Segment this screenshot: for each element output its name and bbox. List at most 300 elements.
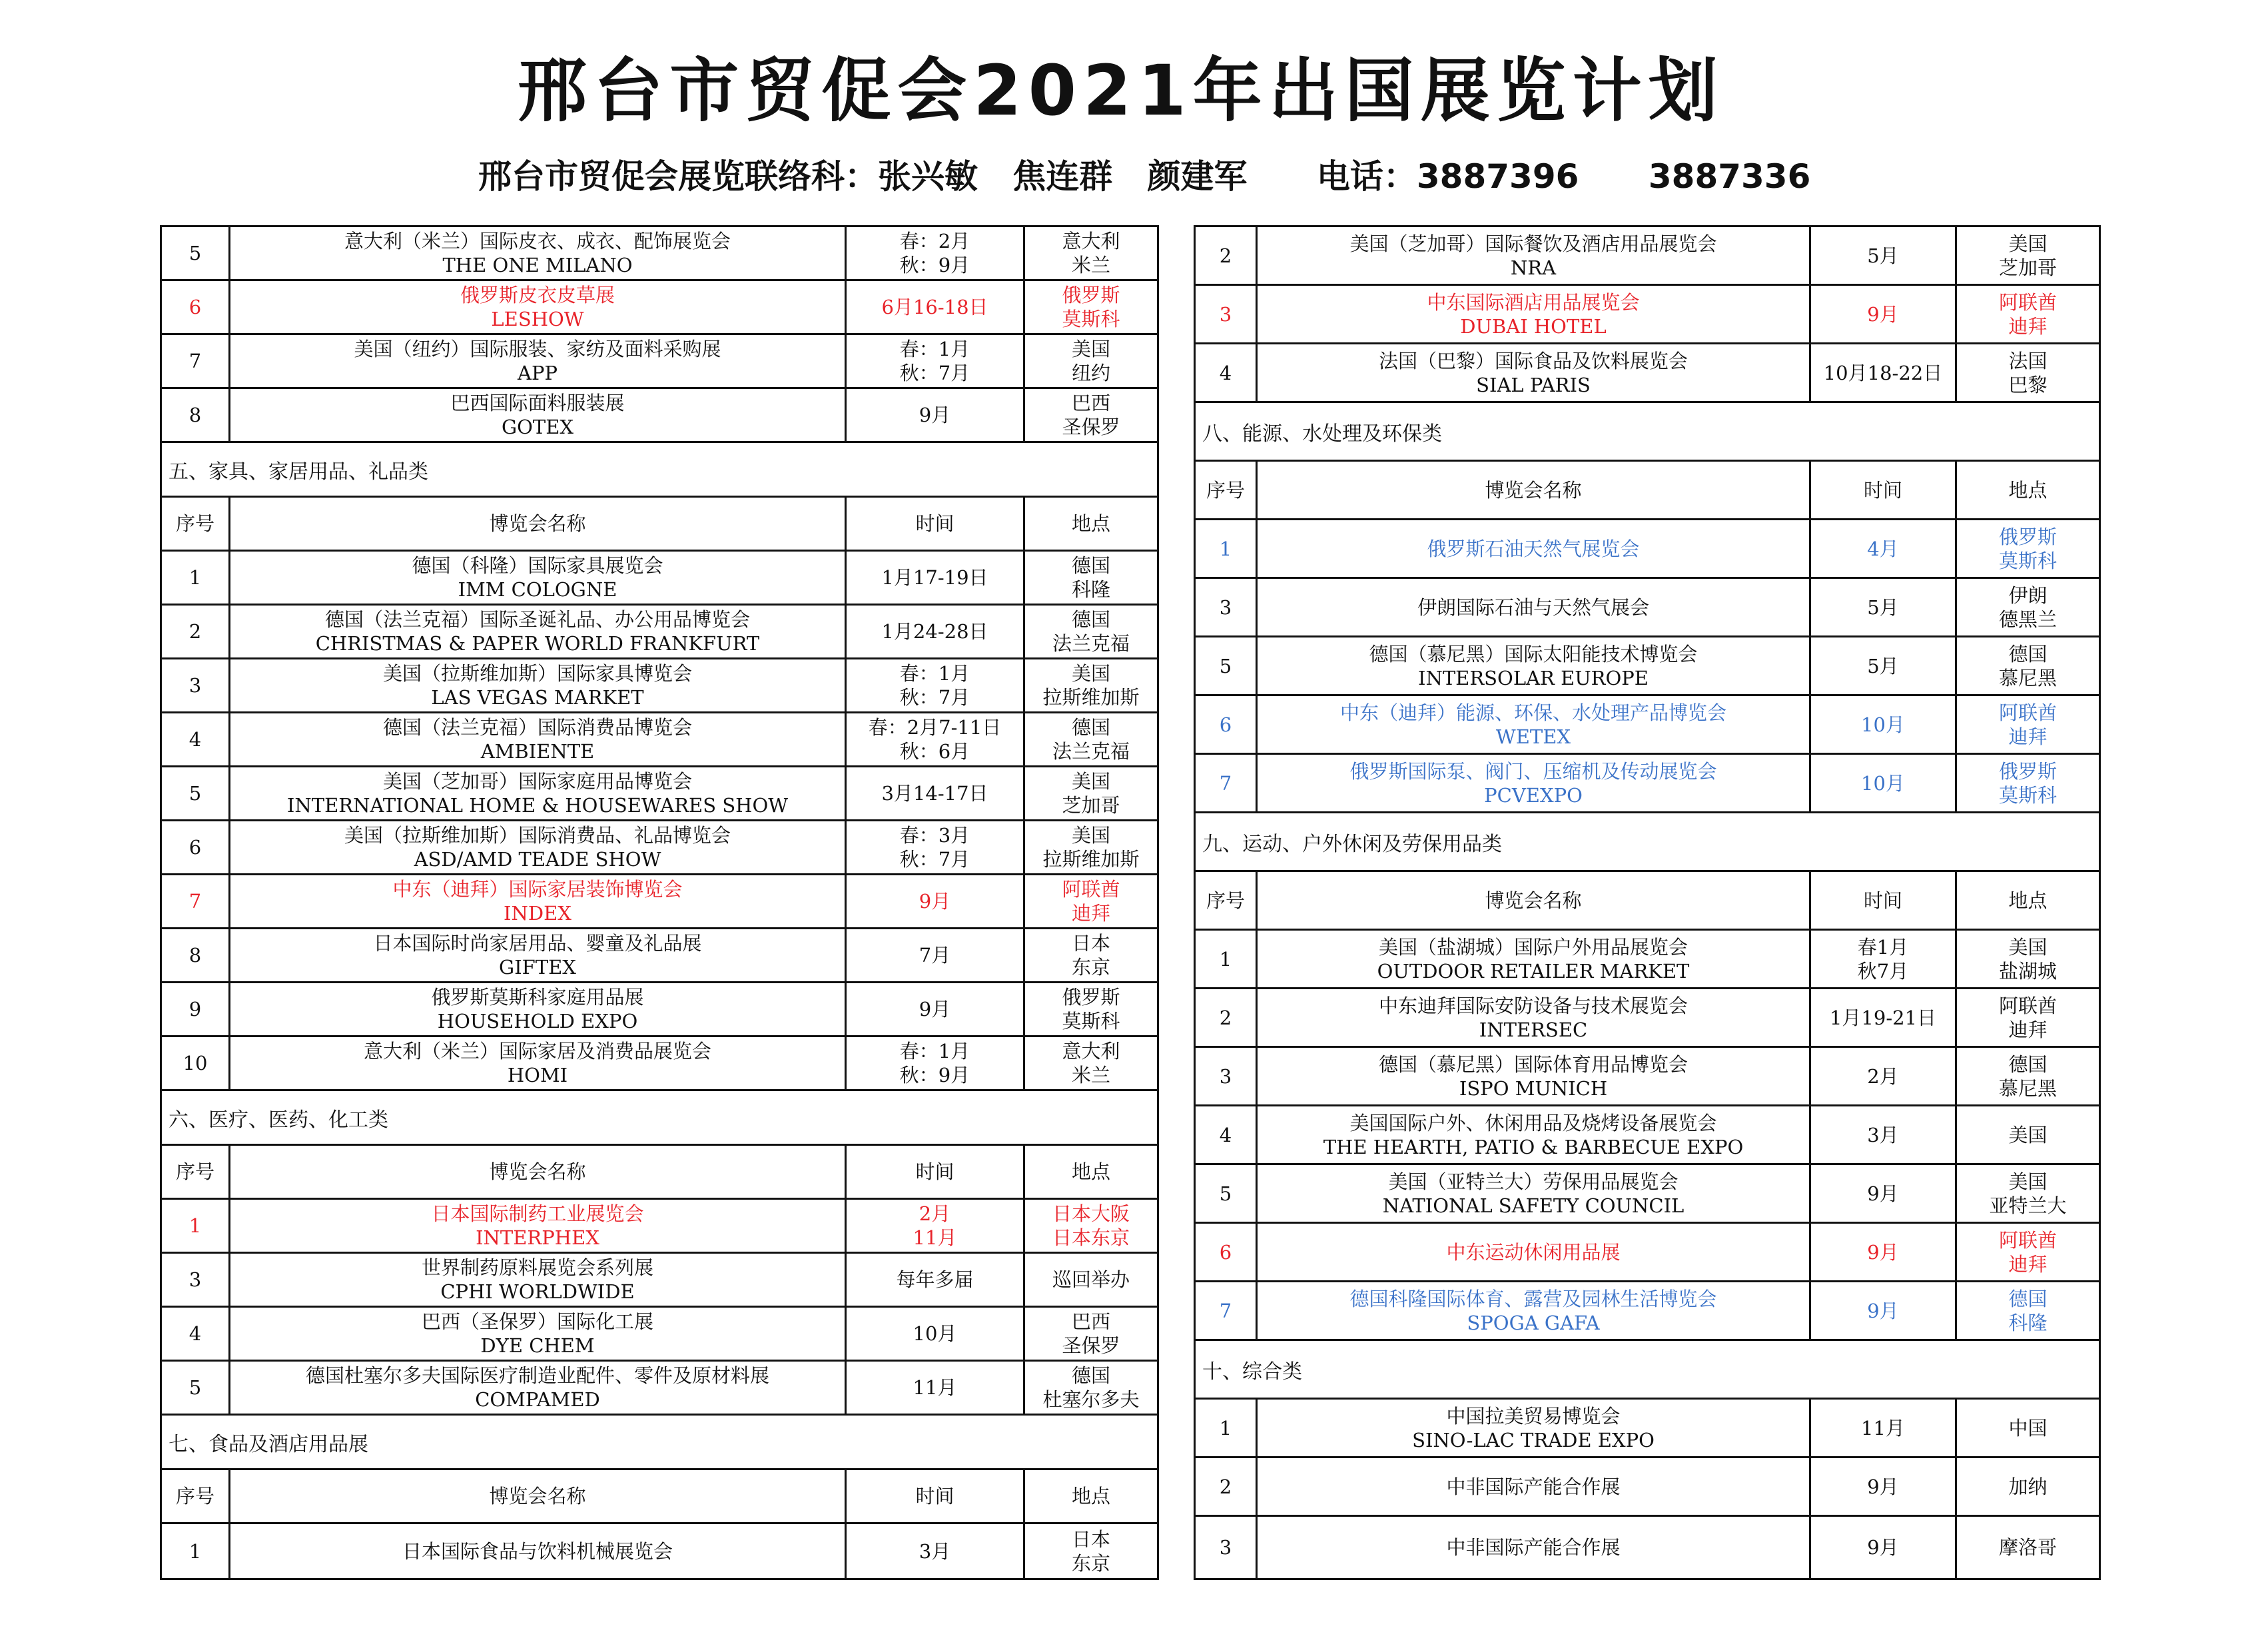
row-number: 3 xyxy=(188,1268,202,1291)
time-cell xyxy=(845,821,1023,873)
place-cell xyxy=(1955,579,2099,635)
expo-name-cn: 中非国际产能合作展 xyxy=(1446,1536,1621,1559)
expo-time: 9月 xyxy=(1867,1240,1899,1264)
time-cell xyxy=(845,1470,1023,1522)
name-cell xyxy=(1256,1106,1809,1163)
place-cell xyxy=(1023,1308,1157,1360)
expo-name-en: GOTEX xyxy=(501,416,574,438)
expo-place: 莫斯科 xyxy=(1062,1010,1120,1032)
table-header-row xyxy=(1196,872,2099,931)
expo-place: 迪拜 xyxy=(2008,1252,2048,1276)
expo-place: 阿联酋 xyxy=(1998,1228,2057,1252)
expo-place: 意大利 xyxy=(1062,1040,1120,1062)
header-place: 地点 xyxy=(2008,478,2048,502)
left-table xyxy=(160,225,1159,1580)
table-row xyxy=(162,281,1157,335)
table-row xyxy=(1196,520,2099,579)
header-time: 时间 xyxy=(1863,478,1902,502)
expo-place: 俄罗斯 xyxy=(1998,525,2057,548)
expo-name-cn: 德国（科隆）国际家具展览会 xyxy=(412,554,663,577)
expo-time: 4月 xyxy=(1867,537,1899,560)
no-cell xyxy=(162,1200,228,1252)
expo-place: 法兰克福 xyxy=(1052,740,1130,763)
place-cell xyxy=(1023,713,1157,765)
table-row xyxy=(162,713,1157,767)
expo-place: 美国 xyxy=(2008,935,2048,959)
name-cell xyxy=(1256,931,1809,987)
expo-time: 秋7月 xyxy=(1857,959,1909,983)
expo-name-en: INTERNATIONAL HOME & HOUSEWARES SHOW xyxy=(286,794,789,817)
name-cell xyxy=(228,659,845,711)
no-cell xyxy=(162,281,228,333)
header-place: 地点 xyxy=(1071,1485,1110,1507)
expo-time: 9月 xyxy=(1867,1299,1899,1322)
table-header-row xyxy=(162,1470,1157,1524)
no-cell xyxy=(1196,286,1256,342)
row-number: 2 xyxy=(1219,244,1232,267)
row-number: 5 xyxy=(188,242,202,264)
expo-place: 德国 xyxy=(2008,642,2048,665)
expo-name-cn: 中东运动休闲用品展 xyxy=(1446,1240,1621,1264)
expo-place: 日本 xyxy=(1071,932,1110,955)
section-title: 八、能源、水处理及环保类 xyxy=(1202,422,1442,446)
place-cell xyxy=(1955,637,2099,694)
row-number: 1 xyxy=(188,566,202,589)
expo-name-cn: 日本国际制药工业展览会 xyxy=(431,1202,644,1225)
row-number: 7 xyxy=(188,890,202,913)
expo-place: 阿联酋 xyxy=(1998,290,2057,314)
expo-name-en: LESHOW xyxy=(491,308,584,330)
name-cell xyxy=(228,1037,845,1089)
expo-name-cn: 俄罗斯石油天然气展览会 xyxy=(1427,537,1640,560)
name-cell xyxy=(228,498,845,550)
table-row xyxy=(1196,1224,2099,1282)
expo-time: 9月 xyxy=(1867,1182,1899,1205)
expo-name-en: INTERPHEX xyxy=(476,1226,599,1249)
name-cell xyxy=(228,281,845,333)
place-cell xyxy=(1955,696,2099,753)
expo-name-en: THE ONE MILANO xyxy=(442,254,633,276)
expo-time: 7月 xyxy=(919,944,951,967)
header-no: 序号 xyxy=(1206,478,1245,502)
place-cell xyxy=(1955,1458,2099,1515)
place-cell xyxy=(1023,1037,1157,1089)
expo-place: 莫斯科 xyxy=(1062,308,1120,330)
expo-place: 迪拜 xyxy=(2008,314,2048,338)
row-number: 2 xyxy=(1219,1475,1232,1498)
table-row xyxy=(1196,755,2099,813)
expo-name-cn: 日本国际食品与饮料机械展览会 xyxy=(402,1539,673,1563)
place-cell xyxy=(1023,227,1157,279)
expo-name-en: COMPAMED xyxy=(475,1388,600,1411)
expo-name-cn: 意大利（米兰）国际家居及消费品展览会 xyxy=(363,1040,711,1062)
row-number: 7 xyxy=(188,350,202,372)
expo-place: 纽约 xyxy=(1071,362,1110,384)
name-cell xyxy=(1256,1282,1809,1339)
expo-time: 春：1月 xyxy=(899,338,970,360)
table-row xyxy=(162,875,1157,929)
expo-place: 东京 xyxy=(1071,1551,1110,1575)
expo-name-cn: 意大利（米兰）国际皮衣、成衣、配饰展览会 xyxy=(344,230,731,252)
place-cell xyxy=(1023,821,1157,873)
expo-place: 米兰 xyxy=(1071,1064,1110,1086)
expo-name-en: HOUSEHOLD EXPO xyxy=(437,1010,638,1032)
expo-name-en: PCVEXPO xyxy=(1484,783,1583,807)
header-name: 博览会名称 xyxy=(489,512,586,535)
time-cell xyxy=(1809,227,1955,284)
no-cell xyxy=(162,227,228,279)
expo-name-cn: 美国（拉斯维加斯）国际家具博览会 xyxy=(382,662,692,685)
place-cell xyxy=(1955,1282,2099,1339)
place-cell xyxy=(1955,1106,2099,1163)
name-cell xyxy=(228,875,845,927)
place-cell xyxy=(1955,462,2099,518)
table-row xyxy=(162,1524,1157,1578)
time-cell xyxy=(1809,872,1955,929)
no-cell xyxy=(1196,755,1256,811)
no-cell xyxy=(162,606,228,657)
table-row xyxy=(162,335,1157,389)
time-cell xyxy=(1809,1224,1955,1280)
expo-place: 莫斯科 xyxy=(1998,549,2057,572)
name-cell xyxy=(228,1470,845,1522)
expo-place: 米兰 xyxy=(1071,254,1110,276)
row-number: 2 xyxy=(188,620,202,643)
name-cell xyxy=(228,1362,845,1414)
time-cell xyxy=(845,1037,1023,1089)
expo-place: 巴西 xyxy=(1071,392,1110,414)
place-cell xyxy=(1955,872,2099,929)
expo-place: 日本 xyxy=(1071,1527,1110,1551)
expo-name-cn: 德国（慕尼黑）国际太阳能技术博览会 xyxy=(1369,642,1698,665)
no-cell xyxy=(1196,931,1256,987)
expo-place: 巴黎 xyxy=(2008,373,2048,396)
time-cell xyxy=(1809,1517,1955,1578)
place-cell xyxy=(1955,1048,2099,1104)
row-number: 3 xyxy=(1219,302,1232,326)
expo-name-cn: 俄罗斯莫斯科家庭用品展 xyxy=(431,986,644,1009)
time-cell xyxy=(845,606,1023,657)
row-number: 6 xyxy=(1219,713,1232,736)
expo-time: 5月 xyxy=(1867,244,1899,267)
time-cell xyxy=(1809,579,1955,635)
no-cell xyxy=(1196,1458,1256,1515)
row-number: 1 xyxy=(188,1539,202,1563)
expo-time: 11月 xyxy=(913,1226,957,1249)
table-row xyxy=(1196,1282,2099,1341)
time-cell xyxy=(845,713,1023,765)
name-cell xyxy=(228,389,845,441)
expo-place: 俄罗斯 xyxy=(1998,759,2057,783)
expo-name-cn: 中东（迪拜）国际家居装饰博览会 xyxy=(392,878,683,901)
place-cell xyxy=(1023,335,1157,387)
time-cell xyxy=(845,498,1023,550)
expo-time: 9月 xyxy=(919,890,951,913)
row-number: 9 xyxy=(188,998,202,1021)
no-cell xyxy=(162,552,228,604)
table-row xyxy=(162,1254,1157,1308)
name-cell xyxy=(228,983,845,1035)
expo-name-en: NATIONAL SAFETY COUNCIL xyxy=(1382,1194,1684,1217)
time-cell xyxy=(845,929,1023,981)
table-row xyxy=(1196,696,2099,755)
expo-name-cn: 美国（芝加哥）国际餐饮及酒店用品展览会 xyxy=(1349,232,1717,255)
name-cell xyxy=(1256,344,1809,401)
table-row xyxy=(1196,1165,2099,1224)
expo-name-en: LAS VEGAS MARKET xyxy=(431,686,644,709)
name-cell xyxy=(1256,1517,1809,1578)
expo-name-en: WETEX xyxy=(1495,725,1571,748)
expo-time: 1月17-19日 xyxy=(881,566,988,589)
place-cell xyxy=(1955,931,2099,987)
row-number: 2 xyxy=(1219,1006,1232,1029)
table-row xyxy=(1196,286,2099,344)
table-row xyxy=(162,1362,1157,1416)
expo-time: 春1月 xyxy=(1857,935,1909,959)
table-row xyxy=(1196,1400,2099,1458)
expo-name-en: INTERSOLAR EUROPE xyxy=(1418,666,1649,689)
name-cell xyxy=(228,552,845,604)
expo-name-cn: 中东（迪拜）能源、环保、水处理产品博览会 xyxy=(1339,701,1726,724)
table-row xyxy=(1196,227,2099,286)
page-title: 邢台市贸促会2021年出国展览计划 xyxy=(518,50,1724,131)
no-cell xyxy=(1196,872,1256,929)
expo-name-en: DYE CHEM xyxy=(480,1334,595,1357)
expo-place: 德国 xyxy=(1071,716,1110,739)
no-cell xyxy=(162,1037,228,1089)
expo-name-cn: 伊朗国际石油与天然气展会 xyxy=(1417,596,1649,619)
expo-place: 圣保罗 xyxy=(1062,416,1120,438)
expo-time: 9月 xyxy=(1867,1536,1899,1559)
expo-name-cn: 俄罗斯国际泵、阀门、压缩机及传动展览会 xyxy=(1349,759,1717,783)
name-cell xyxy=(1256,989,1809,1046)
expo-time: 秋：7月 xyxy=(899,848,970,871)
expo-place: 法兰克福 xyxy=(1052,632,1130,655)
expo-time: 每年多届 xyxy=(896,1268,974,1291)
no-cell xyxy=(1196,1517,1256,1578)
expo-time: 10月18-22日 xyxy=(1823,361,1943,384)
expo-name-cn: 德国（法兰克福）国际圣诞礼品、办公用品博览会 xyxy=(324,608,750,631)
table-row xyxy=(1196,989,2099,1048)
expo-place: 美国 xyxy=(1071,338,1110,360)
expo-place: 德国 xyxy=(1071,1364,1110,1387)
header-place: 地点 xyxy=(2008,889,2048,912)
table-row xyxy=(162,1200,1157,1254)
time-cell xyxy=(845,1524,1023,1578)
time-cell xyxy=(845,1146,1023,1198)
time-cell xyxy=(1809,286,1955,342)
table-row xyxy=(1196,1458,2099,1517)
place-cell xyxy=(1023,929,1157,981)
table-row xyxy=(162,1308,1157,1362)
expo-place: 拉斯维加斯 xyxy=(1042,686,1140,709)
expo-name-cn: 世界制药原料展览会系列展 xyxy=(421,1256,653,1279)
expo-name-en: INDEX xyxy=(504,902,571,925)
expo-place: 美国 xyxy=(1071,662,1110,685)
table-row xyxy=(1196,931,2099,989)
expo-place: 伊朗 xyxy=(2008,584,2048,607)
section-row xyxy=(1196,403,2099,462)
expo-name-en: GIFTEX xyxy=(499,956,576,979)
no-cell xyxy=(162,713,228,765)
expo-name-en: CPHI WORLDWIDE xyxy=(440,1280,635,1303)
name-cell xyxy=(228,335,845,387)
table-row xyxy=(1196,1517,2099,1578)
no-cell xyxy=(1196,520,1256,577)
expo-place: 法国 xyxy=(2008,349,2048,372)
expo-name-cn: 美国（纽约）国际服装、家纺及面料采购展 xyxy=(354,338,721,360)
place-cell xyxy=(1955,286,2099,342)
table-row xyxy=(162,767,1157,821)
header-place: 地点 xyxy=(1071,1160,1110,1183)
no-cell xyxy=(162,1524,228,1578)
expo-place: 德国 xyxy=(1071,608,1110,631)
place-cell xyxy=(1955,989,2099,1046)
table-row xyxy=(162,606,1157,659)
place-cell xyxy=(1023,1524,1157,1578)
place-cell xyxy=(1023,1470,1157,1522)
expo-place: 拉斯维加斯 xyxy=(1042,848,1140,871)
expo-time: 10月 xyxy=(1861,713,1905,736)
time-cell xyxy=(1809,1400,1955,1456)
right-table xyxy=(1194,225,2101,1580)
expo-time: 秋：9月 xyxy=(899,1064,970,1086)
expo-name-cn: 美国（拉斯维加斯）国际消费品、礼品博览会 xyxy=(344,824,731,847)
time-cell xyxy=(845,1308,1023,1360)
expo-name-en: NRA xyxy=(1510,256,1557,279)
expo-place: 圣保罗 xyxy=(1062,1334,1120,1357)
row-number: 4 xyxy=(1219,1123,1232,1146)
expo-place: 莫斯科 xyxy=(1998,783,2057,807)
expo-place: 巴西 xyxy=(1071,1310,1110,1333)
row-number: 3 xyxy=(188,674,202,697)
name-cell xyxy=(228,227,845,279)
expo-place: 美国 xyxy=(2008,232,2048,255)
place-cell xyxy=(1023,875,1157,927)
section-row xyxy=(1196,813,2099,872)
header-name: 博览会名称 xyxy=(489,1485,586,1507)
name-cell xyxy=(1256,637,1809,694)
expo-name-cn: 德国（法兰克福）国际消费品博览会 xyxy=(382,716,692,739)
no-cell xyxy=(1196,579,1256,635)
time-cell xyxy=(845,1362,1023,1414)
no-cell xyxy=(1196,696,1256,753)
section-row xyxy=(162,443,1157,498)
no-cell xyxy=(162,1362,228,1414)
time-cell xyxy=(1809,931,1955,987)
name-cell xyxy=(1256,1224,1809,1280)
expo-place: 迪拜 xyxy=(2008,725,2048,748)
section-title: 九、运动、户外休闲及劳保用品类 xyxy=(1202,832,1502,856)
no-cell xyxy=(1196,344,1256,401)
name-cell xyxy=(228,767,845,819)
contact-line: 邢台市贸促会展览联络科：张兴敏 焦连群 颜建军 电话：3887396 3887336 xyxy=(478,157,1811,196)
time-cell xyxy=(1809,1165,1955,1222)
place-cell xyxy=(1023,606,1157,657)
time-cell xyxy=(845,281,1023,333)
no-cell xyxy=(1196,1106,1256,1163)
row-number: 1 xyxy=(188,1214,202,1237)
row-number: 5 xyxy=(188,1376,202,1399)
expo-time: 1月24-28日 xyxy=(881,620,988,643)
expo-place: 芝加哥 xyxy=(1998,256,2057,279)
expo-name-cn: 美国（盐湖城）国际户外用品展览会 xyxy=(1378,935,1688,959)
expo-time: 9月 xyxy=(1867,1475,1899,1498)
name-cell xyxy=(228,929,845,981)
no-cell xyxy=(1196,1224,1256,1280)
no-cell xyxy=(162,1254,228,1306)
expo-time: 10月 xyxy=(913,1322,957,1345)
row-number: 4 xyxy=(188,728,202,751)
header-no: 序号 xyxy=(1206,889,1245,912)
expo-time: 春：2月 xyxy=(899,230,970,252)
expo-time: 3月 xyxy=(919,1539,951,1563)
row-number: 6 xyxy=(188,836,202,859)
expo-name-en: OUTDOOR RETAILER MARKET xyxy=(1377,959,1690,983)
time-cell xyxy=(845,875,1023,927)
header-time: 时间 xyxy=(915,512,954,535)
no-cell xyxy=(1196,462,1256,518)
table-row xyxy=(1196,579,2099,637)
name-cell xyxy=(228,1254,845,1306)
name-cell xyxy=(228,1308,845,1360)
expo-time: 3月 xyxy=(1867,1123,1899,1146)
section-title: 六、医疗、医药、化工类 xyxy=(169,1108,388,1132)
expo-name-cn: 巴西国际面料服装展 xyxy=(450,392,625,414)
no-cell xyxy=(1196,227,1256,284)
no-cell xyxy=(1196,1048,1256,1104)
expo-place: 盐湖城 xyxy=(1998,959,2057,983)
row-number: 1 xyxy=(1219,537,1232,560)
section-title: 十、综合类 xyxy=(1202,1360,1302,1384)
name-cell xyxy=(1256,1165,1809,1222)
header-name: 博览会名称 xyxy=(1485,478,1582,502)
row-number: 7 xyxy=(1219,771,1232,795)
no-cell xyxy=(162,659,228,711)
expo-name-cn: 中国拉美贸易博览会 xyxy=(1446,1404,1621,1428)
no-cell xyxy=(1196,637,1256,694)
expo-name-en: HOMI xyxy=(507,1064,568,1086)
expo-time: 3月14-17日 xyxy=(881,782,988,805)
name-cell xyxy=(1256,1048,1809,1104)
expo-name-cn: 中东迪拜国际安防设备与技术展览会 xyxy=(1378,994,1688,1017)
expo-name-cn: 俄罗斯皮衣皮草展 xyxy=(460,284,615,306)
header-no: 序号 xyxy=(175,512,214,535)
section-row xyxy=(162,1416,1157,1470)
no-cell xyxy=(162,821,228,873)
time-cell xyxy=(845,389,1023,441)
header-time: 时间 xyxy=(1863,889,1902,912)
expo-place: 美国 xyxy=(2008,1123,2048,1146)
expo-name-en: AMBIENTE xyxy=(480,740,595,763)
no-cell xyxy=(162,929,228,981)
time-cell xyxy=(1809,989,1955,1046)
expo-place: 俄罗斯 xyxy=(1062,284,1120,306)
expo-place: 意大利 xyxy=(1062,230,1120,252)
table-header-row xyxy=(162,1146,1157,1200)
expo-place: 德国 xyxy=(1071,554,1110,577)
time-cell xyxy=(1809,462,1955,518)
place-cell xyxy=(1023,1200,1157,1252)
expo-time: 1月19-21日 xyxy=(1829,1006,1937,1029)
place-cell xyxy=(1023,1362,1157,1414)
table-row xyxy=(162,929,1157,983)
table-header-row xyxy=(1196,462,2099,520)
expo-place: 科隆 xyxy=(2008,1311,2048,1334)
row-number: 6 xyxy=(188,296,202,318)
expo-name-cn: 日本国际时尚家居用品、婴童及礼品展 xyxy=(373,932,702,955)
expo-time: 10月 xyxy=(1861,771,1905,795)
